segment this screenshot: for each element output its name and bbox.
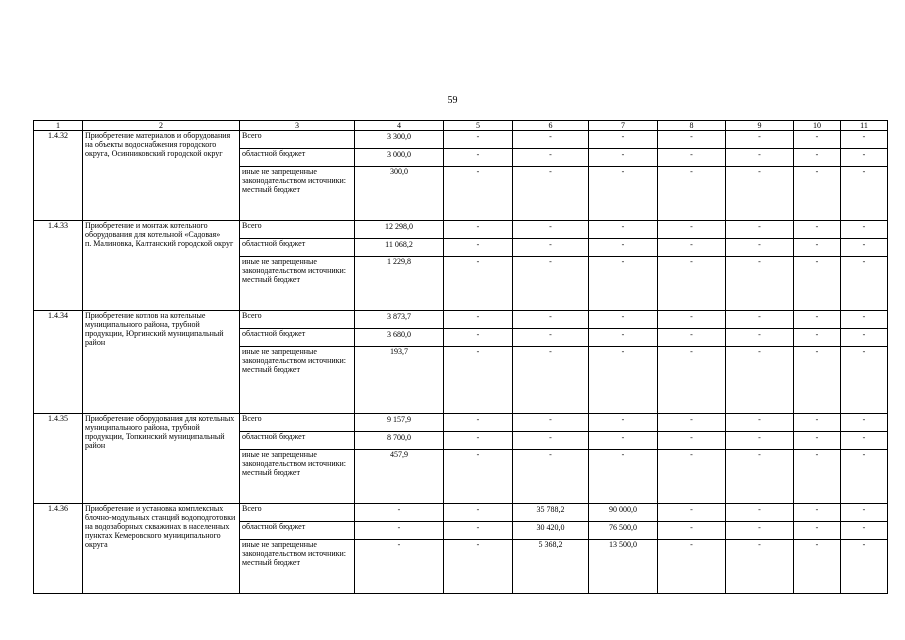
column-header: 3: [240, 121, 355, 131]
row-name: Приобретение материалов и оборудования на объекты водоснабжения городского округа, Осинниковский городской округ: [83, 131, 240, 221]
value-cell: -: [658, 540, 726, 594]
value-cell: -: [841, 540, 888, 594]
value-cell: -: [444, 540, 513, 594]
value-cell: -: [444, 432, 513, 450]
value-cell: -: [444, 131, 513, 149]
column-header: 2: [83, 121, 240, 131]
row-name: Приобретение и установка комплексных блочно-модульных станций водоподготовки на водозаборных скважинах в населенных пунктах Кемеровского муниципального округа: [83, 504, 240, 594]
value-cell: -: [726, 131, 794, 149]
value-cell: -: [589, 131, 658, 149]
value-cell: -: [658, 239, 726, 257]
table-row: [34, 414, 888, 432]
funding-source: иные не запрещенные законодательством источники: местный бюджет: [240, 167, 355, 221]
value-cell: 3 300,0: [355, 131, 444, 149]
funding-source: иные не запрещенные законодательством источники: местный бюджет: [240, 347, 355, 414]
value-cell: -: [658, 257, 726, 311]
value-cell: -: [589, 432, 658, 450]
value-cell: -: [589, 450, 658, 504]
value-cell: 90 000,0: [589, 504, 658, 522]
column-header: 8: [658, 121, 726, 131]
value-cell: -: [658, 167, 726, 221]
value-cell: -: [726, 221, 794, 239]
row-name: Приобретение оборудования для котельных муниципального района, трубной продукции, Топкинский муниципальный район: [83, 414, 240, 504]
value-cell: -: [794, 239, 841, 257]
value-cell: 9 157,9: [355, 414, 444, 432]
value-cell: -: [513, 149, 589, 167]
row-code: 1.4.36: [34, 504, 83, 594]
value-cell: -: [589, 167, 658, 221]
column-header: 11: [841, 121, 888, 131]
value-cell: -: [726, 522, 794, 540]
value-cell: -: [726, 414, 794, 432]
value-cell: -: [513, 414, 589, 432]
value-cell: -: [513, 450, 589, 504]
value-cell: -: [726, 540, 794, 594]
column-header: 1: [34, 121, 83, 131]
value-cell: -: [589, 149, 658, 167]
funding-source: Всего: [240, 311, 355, 329]
column-header: 4: [355, 121, 444, 131]
value-cell: -: [726, 257, 794, 311]
value-cell: -: [658, 149, 726, 167]
value-cell: -: [726, 239, 794, 257]
value-cell: 3 680,0: [355, 329, 444, 347]
header-row: [34, 121, 888, 131]
value-cell: -: [841, 504, 888, 522]
funding-source: иные не запрещенные законодательством источники: местный бюджет: [240, 450, 355, 504]
value-cell: -: [355, 504, 444, 522]
value-cell: 13 500,0: [589, 540, 658, 594]
value-cell: -: [841, 347, 888, 414]
value-cell: -: [841, 257, 888, 311]
value-cell: -: [726, 504, 794, 522]
column-header: 9: [726, 121, 794, 131]
value-cell: -: [794, 311, 841, 329]
value-cell: -: [444, 311, 513, 329]
value-cell: -: [444, 257, 513, 311]
funding-source: Всего: [240, 131, 355, 149]
value-cell: -: [658, 221, 726, 239]
value-cell: -: [658, 504, 726, 522]
funding-source: областной бюджет: [240, 239, 355, 257]
value-cell: 3 873,7: [355, 311, 444, 329]
value-cell: -: [589, 239, 658, 257]
value-cell: -: [794, 131, 841, 149]
value-cell: -: [658, 131, 726, 149]
value-cell: -: [794, 257, 841, 311]
value-cell: -: [513, 311, 589, 329]
value-cell: -: [589, 414, 658, 432]
value-cell: -: [726, 432, 794, 450]
funding-source: иные не запрещенные законодательством источники: местный бюджет: [240, 540, 355, 594]
value-cell: -: [444, 221, 513, 239]
funding-source: Всего: [240, 504, 355, 522]
value-cell: 35 788,2: [513, 504, 589, 522]
value-cell: -: [794, 504, 841, 522]
value-cell: -: [513, 167, 589, 221]
value-cell: -: [444, 504, 513, 522]
value-cell: 193,7: [355, 347, 444, 414]
funding-source: областной бюджет: [240, 522, 355, 540]
row-name: Приобретение и монтаж котельного оборудования для котельной «Садовая» п. Малиновка, Калтанский городской округ: [83, 221, 240, 311]
value-cell: -: [444, 347, 513, 414]
value-cell: -: [794, 432, 841, 450]
value-cell: -: [658, 311, 726, 329]
value-cell: -: [444, 414, 513, 432]
column-header: 5: [444, 121, 513, 131]
value-cell: -: [841, 414, 888, 432]
table-row: [34, 131, 888, 149]
value-cell: -: [513, 432, 589, 450]
value-cell: -: [658, 450, 726, 504]
table-row: [34, 221, 888, 239]
column-header: 7: [589, 121, 658, 131]
value-cell: 5 368,2: [513, 540, 589, 594]
value-cell: -: [444, 167, 513, 221]
budget-table: [33, 120, 888, 594]
value-cell: -: [513, 329, 589, 347]
value-cell: 300,0: [355, 167, 444, 221]
value-cell: -: [726, 167, 794, 221]
value-cell: -: [513, 221, 589, 239]
row-code: 1.4.32: [34, 131, 83, 221]
value-cell: -: [794, 414, 841, 432]
value-cell: 30 420,0: [513, 522, 589, 540]
table-row: [34, 504, 888, 522]
value-cell: -: [794, 329, 841, 347]
value-cell: 457,9: [355, 450, 444, 504]
value-cell: -: [444, 450, 513, 504]
value-cell: -: [513, 257, 589, 311]
value-cell: -: [726, 329, 794, 347]
value-cell: -: [444, 149, 513, 167]
value-cell: 76 500,0: [589, 522, 658, 540]
value-cell: -: [841, 221, 888, 239]
value-cell: -: [444, 329, 513, 347]
funding-source: Всего: [240, 414, 355, 432]
value-cell: -: [658, 432, 726, 450]
table-row: [34, 311, 888, 329]
value-cell: -: [841, 329, 888, 347]
value-cell: -: [841, 131, 888, 149]
value-cell: 12 298,0: [355, 221, 444, 239]
value-cell: -: [444, 522, 513, 540]
value-cell: -: [513, 347, 589, 414]
value-cell: -: [794, 221, 841, 239]
value-cell: -: [726, 311, 794, 329]
value-cell: -: [841, 149, 888, 167]
value-cell: -: [658, 522, 726, 540]
value-cell: -: [658, 414, 726, 432]
value-cell: 3 000,0: [355, 149, 444, 167]
row-code: 1.4.34: [34, 311, 83, 414]
value-cell: -: [513, 131, 589, 149]
value-cell: -: [794, 347, 841, 414]
column-header: 6: [513, 121, 589, 131]
row-name: Приобретение котлов на котельные муниципального района, трубной продукции, Юргинский муниципальный район: [83, 311, 240, 414]
value-cell: -: [355, 522, 444, 540]
value-cell: -: [726, 149, 794, 167]
value-cell: -: [794, 167, 841, 221]
value-cell: -: [355, 540, 444, 594]
value-cell: -: [794, 450, 841, 504]
value-cell: -: [841, 239, 888, 257]
funding-source: областной бюджет: [240, 149, 355, 167]
value-cell: -: [794, 522, 841, 540]
value-cell: -: [841, 167, 888, 221]
value-cell: -: [658, 347, 726, 414]
value-cell: -: [658, 329, 726, 347]
value-cell: -: [589, 329, 658, 347]
value-cell: -: [589, 311, 658, 329]
funding-source: Всего: [240, 221, 355, 239]
value-cell: 1 229,8: [355, 257, 444, 311]
row-code: 1.4.35: [34, 414, 83, 504]
value-cell: -: [589, 347, 658, 414]
column-header: 10: [794, 121, 841, 131]
value-cell: -: [444, 239, 513, 257]
funding-source: иные не запрещенные законодательством источники: местный бюджет: [240, 257, 355, 311]
value-cell: -: [513, 239, 589, 257]
value-cell: -: [841, 450, 888, 504]
value-cell: -: [726, 450, 794, 504]
value-cell: -: [841, 311, 888, 329]
row-code: 1.4.33: [34, 221, 83, 311]
value-cell: -: [726, 347, 794, 414]
value-cell: -: [794, 540, 841, 594]
funding-source: областной бюджет: [240, 432, 355, 450]
value-cell: -: [589, 221, 658, 239]
value-cell: 8 700,0: [355, 432, 444, 450]
value-cell: 11 068,2: [355, 239, 444, 257]
value-cell: -: [841, 522, 888, 540]
funding-source: областной бюджет: [240, 329, 355, 347]
value-cell: -: [794, 149, 841, 167]
value-cell: -: [841, 432, 888, 450]
value-cell: -: [589, 257, 658, 311]
page-number: 59: [447, 95, 458, 106]
